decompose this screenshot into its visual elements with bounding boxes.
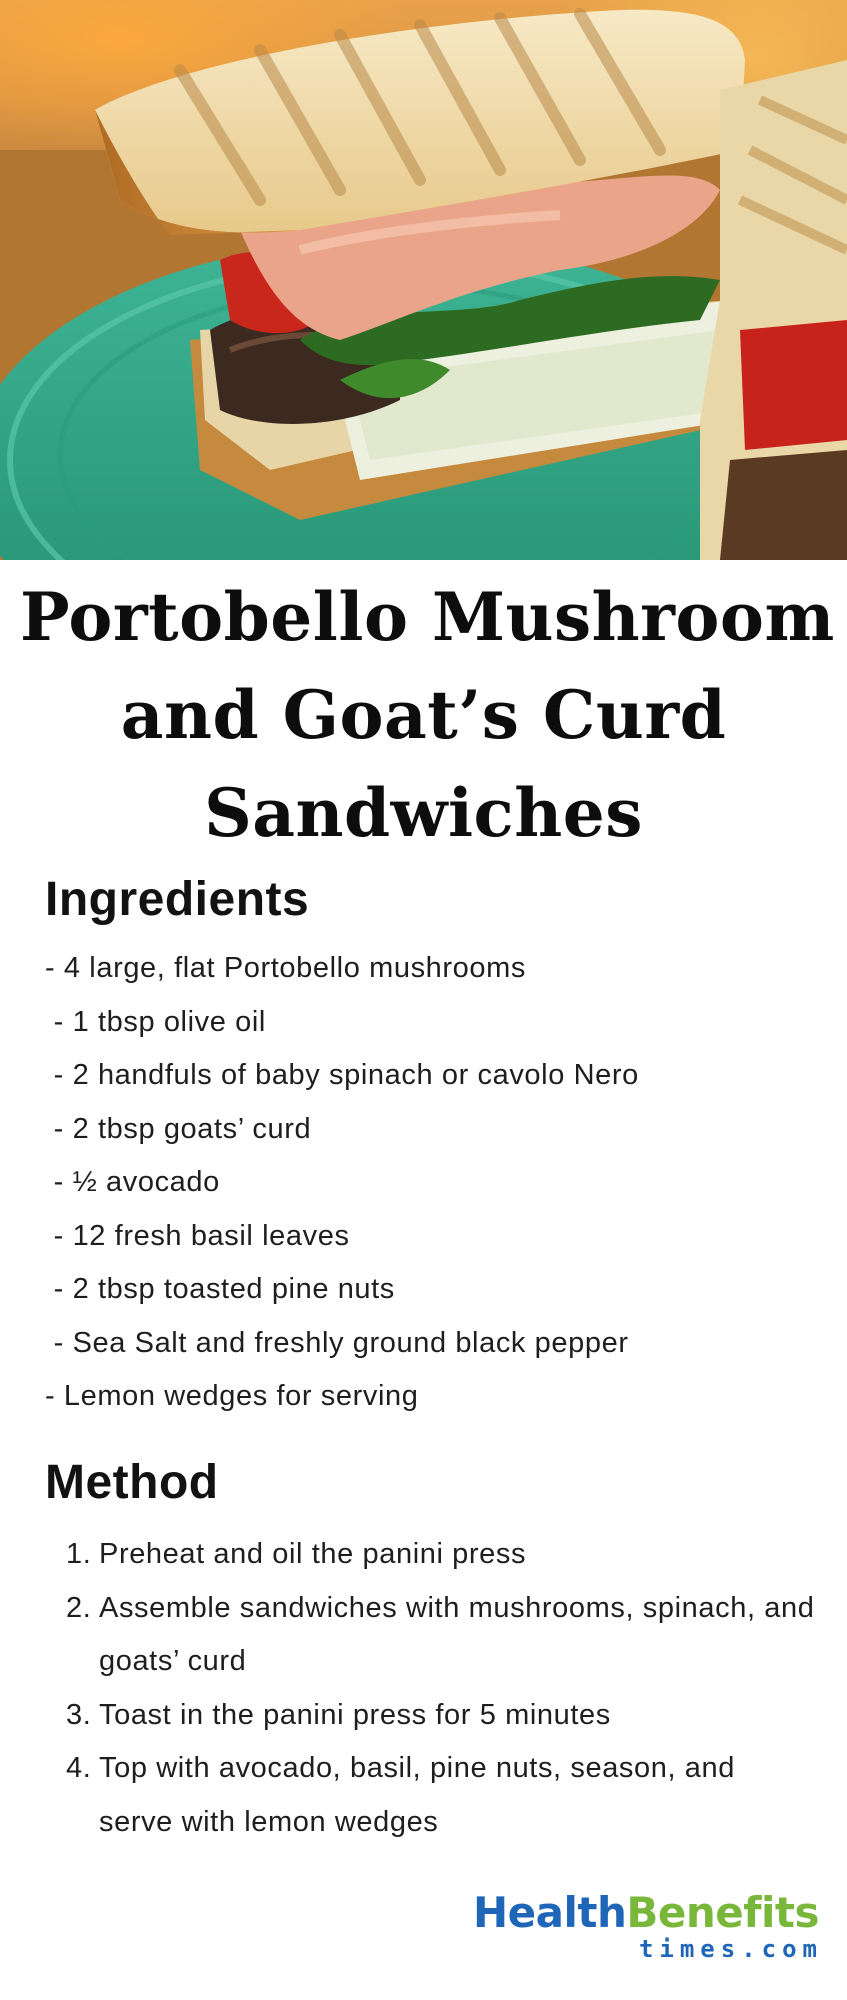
sandwich-photo-icon xyxy=(0,0,847,560)
step-number: 2. xyxy=(66,1591,92,1624)
logo-benefits: Benefits xyxy=(626,1888,819,1937)
step-text: Preheat and oil the panini press xyxy=(99,1538,527,1570)
ingredient-item: - Lemon wedges for serving xyxy=(45,1380,419,1412)
recipe-title xyxy=(20,568,835,862)
method-step xyxy=(45,1742,815,1849)
step-number: 1. xyxy=(66,1538,92,1570)
step-number: 3. xyxy=(66,1698,92,1731)
ingredient-item: - 12 fresh basil leaves xyxy=(45,1219,350,1252)
ingredients-heading: Ingredients xyxy=(45,873,310,926)
ingredient-item: - ½ avocado xyxy=(45,1166,220,1198)
step-text: Top with avocado, basil, pine nuts, season, and serve with lemon wedges xyxy=(99,1752,735,1838)
ingredient-item: - 4 large, flat Portobello mushrooms xyxy=(45,952,526,984)
logo-times: times.com xyxy=(638,1935,823,1963)
logo-health: Health xyxy=(473,1888,627,1937)
title-line-2: and Goat’s Curd xyxy=(120,676,727,754)
ingredient-item: - 2 handfuls of baby spinach or cavolo Nero xyxy=(45,1059,639,1091)
method-step xyxy=(45,1689,815,1743)
step-text: Toast in the panini press for 5 minutes xyxy=(99,1698,611,1731)
method-step xyxy=(45,1528,815,1582)
logo-wordmark xyxy=(459,1890,819,1936)
method-heading: Method xyxy=(45,1456,219,1509)
ingredients-list xyxy=(45,942,825,1424)
title-line-1: Portobello Mushroom xyxy=(20,578,835,656)
ingredient-item: - 1 tbsp olive oil xyxy=(45,1005,266,1038)
step-number: 4. xyxy=(66,1752,92,1784)
ingredient-item: - Sea Salt and freshly ground black pepper xyxy=(45,1326,629,1359)
method-step xyxy=(45,1582,815,1689)
health-benefits-times-logo xyxy=(459,1888,823,1970)
step-text: Assemble sandwiches with mushrooms, spinach, and goats’ curd xyxy=(99,1591,815,1677)
method-list xyxy=(45,1528,815,1849)
title-line-3: Sandwiches xyxy=(204,774,643,852)
ingredient-item: - 2 tbsp toasted pine nuts xyxy=(45,1273,395,1305)
ingredient-item: - 2 tbsp goats’ curd xyxy=(45,1112,312,1145)
hero-photo xyxy=(0,0,847,560)
